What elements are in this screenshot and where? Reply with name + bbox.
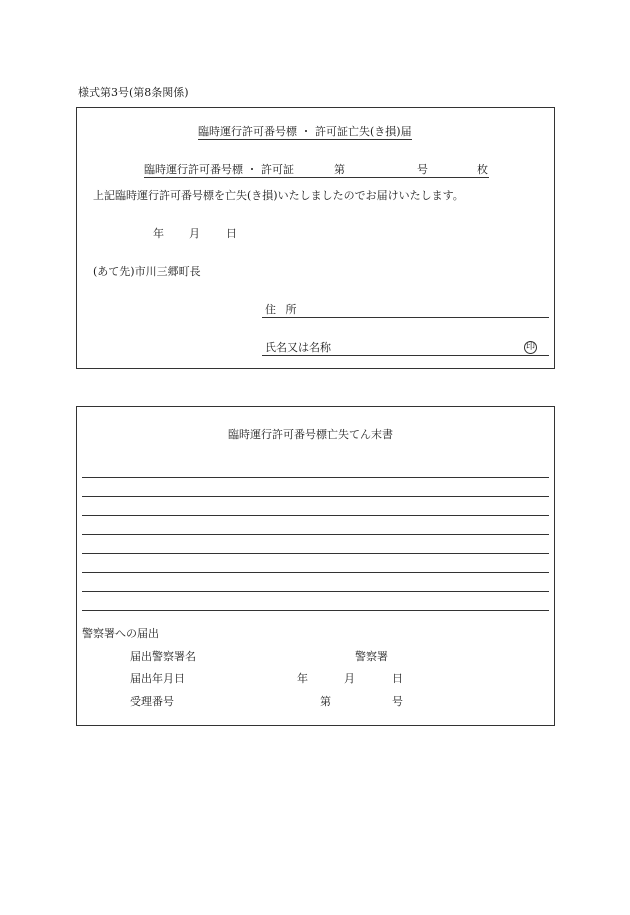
receipt-dai: 第 bbox=[320, 695, 331, 708]
station-suffix: 警察署 bbox=[355, 650, 388, 663]
items-label: 臨時運行許可番号標 ・ 許可証 bbox=[144, 163, 294, 176]
address-field[interactable] bbox=[262, 317, 549, 318]
police-section-label: 警察署への届出 bbox=[82, 627, 159, 640]
ruled-line-3 bbox=[82, 515, 549, 516]
ruled-line-4 bbox=[82, 534, 549, 535]
name-label: 氏名又は名称 bbox=[265, 341, 331, 354]
notice-form-box bbox=[76, 107, 555, 369]
receipt-go: 号 bbox=[392, 695, 403, 708]
ruled-line-1 bbox=[82, 477, 549, 478]
items-go: 号 bbox=[417, 163, 428, 176]
report-title: 臨時運行許可番号標亡失てん末書 bbox=[228, 428, 393, 441]
notice-date-day: 日 bbox=[226, 227, 237, 240]
seal-mark: 印 bbox=[525, 342, 535, 352]
receipt-label: 受理番号 bbox=[130, 695, 174, 708]
notice-statement: 上記臨時運行許可番号標を亡失(き損)いたしましたのでお届けいたします。 bbox=[93, 189, 464, 202]
items-underline bbox=[144, 177, 489, 178]
station-label: 届出警察署名 bbox=[130, 650, 196, 663]
ruled-line-7 bbox=[82, 591, 549, 592]
ruled-line-6 bbox=[82, 572, 549, 573]
ruled-line-5 bbox=[82, 553, 549, 554]
form-number: 様式第3号(第8条関係) bbox=[78, 86, 189, 99]
ruled-line-8 bbox=[82, 610, 549, 611]
report-date-month: 月 bbox=[344, 672, 355, 685]
items-mai: 枚 bbox=[477, 163, 488, 176]
notice-date-year: 年 bbox=[153, 227, 164, 240]
ruled-line-2 bbox=[82, 496, 549, 497]
report-date-day: 日 bbox=[392, 672, 403, 685]
notice-date-month: 月 bbox=[189, 227, 200, 240]
address-label: 住 所 bbox=[265, 303, 297, 316]
report-date-year: 年 bbox=[297, 672, 308, 685]
addressee: (あて先)市川三郷町長 bbox=[93, 265, 201, 278]
items-dai: 第 bbox=[334, 163, 345, 176]
name-field[interactable] bbox=[262, 355, 549, 356]
notice-title: 臨時運行許可番号標 ・ 許可証亡失(き損)届 bbox=[198, 125, 412, 138]
report-date-label: 届出年月日 bbox=[130, 672, 185, 685]
